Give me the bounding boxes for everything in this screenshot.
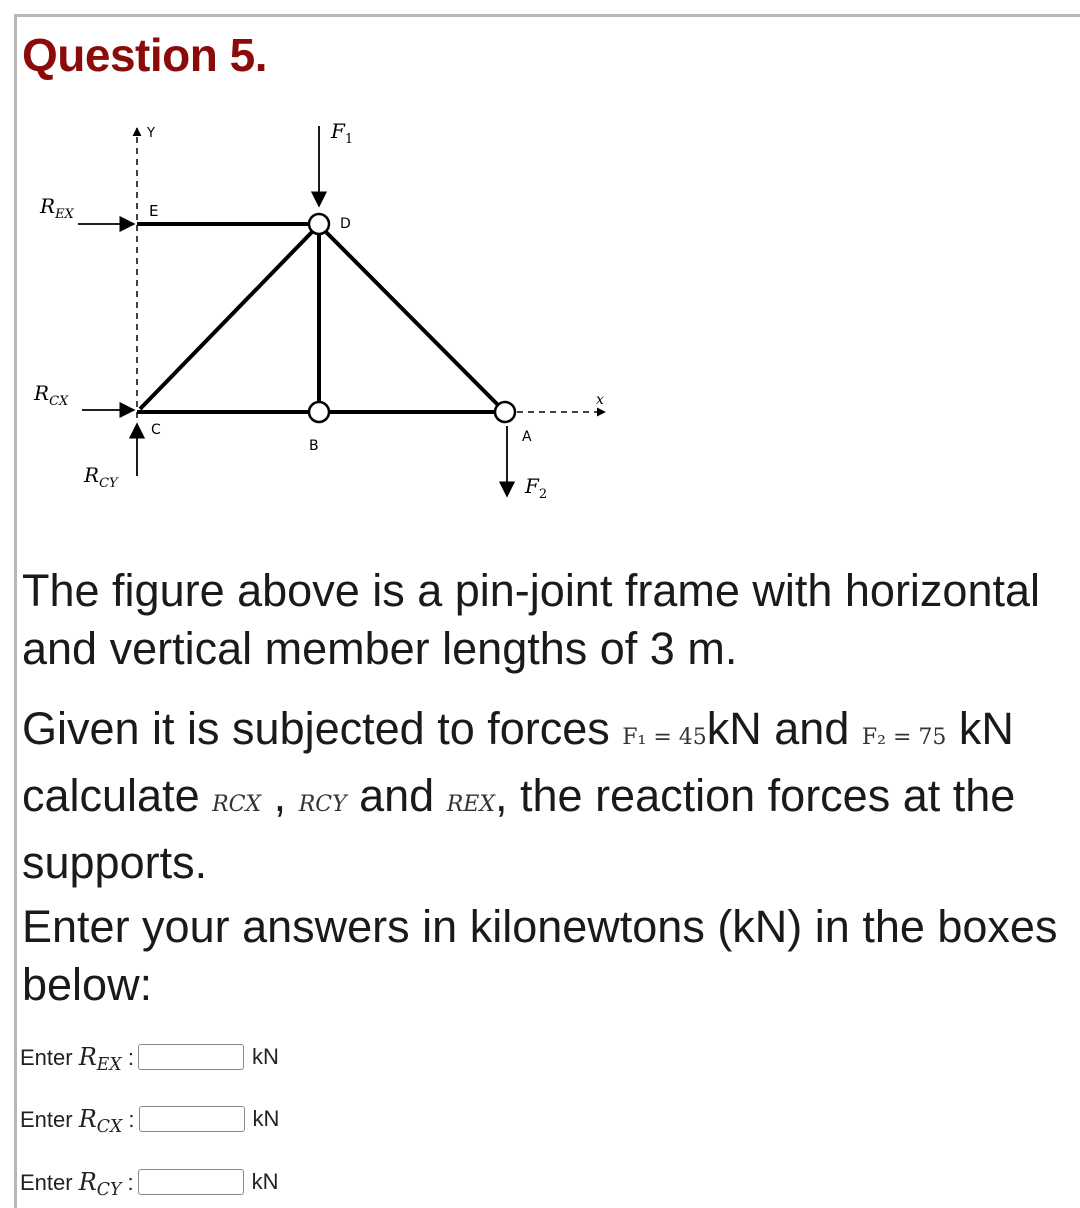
rex-math: REX (446, 792, 495, 817)
pin-joint-frame-figure (0, 100, 640, 530)
answer-label-rcx: Enter $R_{CX}$ : (20, 1105, 135, 1137)
member-da (326, 232, 498, 405)
node-label-e: E (149, 202, 159, 220)
answer-row-rcy (20, 1165, 279, 1199)
force-label-rcx: $R_{CX}$ (34, 381, 69, 409)
unit-label: kN (251, 1169, 279, 1194)
joint-a (495, 402, 515, 422)
joint-b (309, 402, 329, 422)
rcx-input[interactable] (139, 1106, 245, 1132)
node-label-a: A (522, 429, 532, 445)
force-label-f2: $F_2$ (525, 474, 548, 502)
node-label-d: D (340, 216, 351, 232)
force-label-rex: $R_{EX}$ (40, 194, 74, 222)
joint-d (309, 214, 329, 234)
rcy-math: RCY (298, 792, 347, 817)
answer-label-rcy: Enter $R_{CY}$ : (20, 1168, 134, 1200)
description-paragraph: The figure above is a pin-joint frame with horizontal and vertical member lengths of 3 m. (22, 565, 1041, 674)
member-cd (140, 232, 312, 409)
f1-value-math: F₁ = 45 (622, 725, 707, 750)
y-axis-label: Y (147, 126, 155, 141)
node-label-b: B (309, 438, 319, 454)
x-axis-label: x (596, 392, 604, 408)
rcx-math: RCX (212, 792, 262, 817)
rcy-input[interactable] (138, 1169, 244, 1195)
force-label-f1: $F_1$ (331, 119, 354, 147)
unit-label: kN (252, 1106, 280, 1131)
panel-border-top (14, 14, 1080, 17)
node-label-c: C (151, 422, 161, 438)
answer-label-rex: Enter $R_{EX}$ : (20, 1043, 134, 1075)
question-title: Question 5. (22, 29, 267, 81)
unit-label: kN (251, 1044, 279, 1069)
instructions-paragraph: Enter your answers in kilonewtons (kN) in the boxes below: (22, 901, 1058, 1010)
answer-row-rex (20, 1040, 279, 1074)
f2-value-math: F₂ = 75 (861, 725, 947, 750)
rex-input[interactable] (138, 1044, 244, 1070)
answer-row-rcx (20, 1102, 279, 1136)
force-label-rcy: $R_{CY}$ (84, 463, 118, 491)
given-forces-paragraph: Given it is subjected to forces F₁ = 45kN and F₂ = 75 kN calculate RCX , RCY and REX, the reaction forces at the supports. (22, 703, 1016, 888)
